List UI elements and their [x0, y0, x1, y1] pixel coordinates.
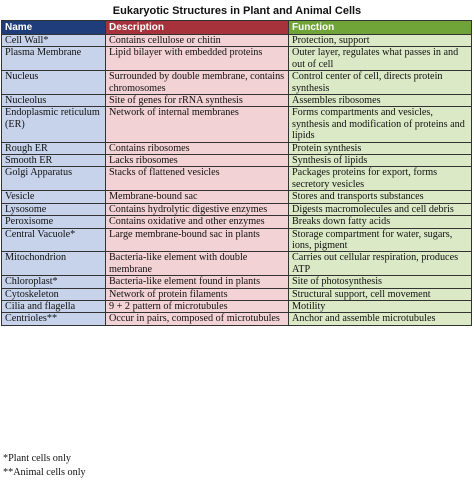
table-row	[2, 203, 472, 215]
cell-description: Surrounded by double membrane, contains chromosomes	[106, 71, 289, 95]
header-name: Name	[2, 21, 106, 35]
cell-name: Cell Wall*	[2, 35, 106, 47]
cell-function: Packages proteins for export, forms secretory vesicles	[289, 167, 472, 191]
table-row	[2, 276, 472, 288]
cell-name: Cilia and flagella	[2, 300, 106, 312]
table-row	[2, 300, 472, 312]
cell-name: Mitochondrion	[2, 252, 106, 276]
cell-description: 9 + 2 pattern of microtubules	[106, 300, 289, 312]
cell-name: Nucleus	[2, 71, 106, 95]
table-row	[2, 288, 472, 300]
cell-description: Contains oxidative and other enzymes	[106, 216, 289, 228]
cell-function: Protection, support	[289, 35, 472, 47]
cell-function: Assembles ribosomes	[289, 95, 472, 107]
cell-name: Vesicle	[2, 191, 106, 203]
cell-function: Synthesis of lipids	[289, 155, 472, 167]
cell-function: Anchor and assemble microtubules	[289, 313, 472, 325]
header-row	[2, 21, 472, 35]
cell-name: Nucleolus	[2, 95, 106, 107]
cell-function: Carries out cellular respiration, produces ATP	[289, 252, 472, 276]
cell-name: Chloroplast*	[2, 276, 106, 288]
cell-description: Contains hydrolytic digestive enzymes	[106, 203, 289, 215]
cell-function: Outer layer, regulates what passes in and out of cell	[289, 47, 472, 71]
table-row	[2, 107, 472, 142]
cell-function: Structural support, cell movement	[289, 288, 472, 300]
footnotes	[3, 452, 86, 480]
cell-description: Contains cellulose or chitin	[106, 35, 289, 47]
cell-description: Contains ribosomes	[106, 142, 289, 154]
cell-description: Network of internal membranes	[106, 107, 289, 142]
cell-name: Cytoskeleton	[2, 288, 106, 300]
cell-description: Bacteria-like element found in plants	[106, 276, 289, 288]
cell-name: Lysosome	[2, 203, 106, 215]
cell-function: Forms compartments and vesicles, synthesis and modification of proteins and lipids	[289, 107, 472, 142]
footnote-plant: *Plant cells only	[3, 453, 71, 464]
cell-name: Endoplasmic reticulum (ER)	[2, 107, 106, 142]
cell-name: Rough ER	[2, 142, 106, 154]
cell-description: Membrane-bound sac	[106, 191, 289, 203]
table-row	[2, 35, 472, 47]
table-row	[2, 191, 472, 203]
cell-description: Lacks ribosomes	[106, 155, 289, 167]
cell-name: Centrioles**	[2, 313, 106, 325]
cell-name: Golgi Apparatus	[2, 167, 106, 191]
cell-description: Lipid bilayer with embedded proteins	[106, 47, 289, 71]
table-row	[2, 252, 472, 276]
cell-function: Stores and transports substances	[289, 191, 472, 203]
cell-name: Central Vacuole*	[2, 228, 106, 252]
cell-description: Site of genes for rRNA synthesis	[106, 95, 289, 107]
cell-function: Breaks down fatty acids	[289, 216, 472, 228]
cell-description: Bacteria-like element with double membrane	[106, 252, 289, 276]
table-title: Eukaryotic Structures in Plant and Animal Cells	[112, 5, 362, 17]
table-row	[2, 47, 472, 71]
cell-name: Plasma Membrane	[2, 47, 106, 71]
cell-name: Smooth ER	[2, 155, 106, 167]
cell-description: Network of protein filaments	[106, 288, 289, 300]
table-row	[2, 313, 472, 325]
table-row	[2, 216, 472, 228]
structures-table	[1, 20, 472, 326]
cell-description: Stacks of flattened vesicles	[106, 167, 289, 191]
table-row	[2, 142, 472, 154]
footnote-animal: **Animal cells only	[3, 467, 86, 478]
cell-description: Large membrane-bound sac in plants	[106, 228, 289, 252]
cell-function: Protein synthesis	[289, 142, 472, 154]
header-description: Description	[106, 21, 289, 35]
cell-function: Control center of cell, directs protein synthesis	[289, 71, 472, 95]
table-row	[2, 155, 472, 167]
table-row	[2, 95, 472, 107]
cell-function: Motility	[289, 300, 472, 312]
cell-name: Peroxisome	[2, 216, 106, 228]
cell-function: Site of photosynthesis	[289, 276, 472, 288]
table-row	[2, 71, 472, 95]
cell-function: Digests macromolecules and cell debris	[289, 203, 472, 215]
table-row	[2, 228, 472, 252]
table-row	[2, 167, 472, 191]
cell-description: Occur in pairs, composed of microtubules	[106, 313, 289, 325]
header-function: Function	[289, 21, 472, 35]
cell-function: Storage compartment for water, sugars, ions, pigment	[289, 228, 472, 252]
